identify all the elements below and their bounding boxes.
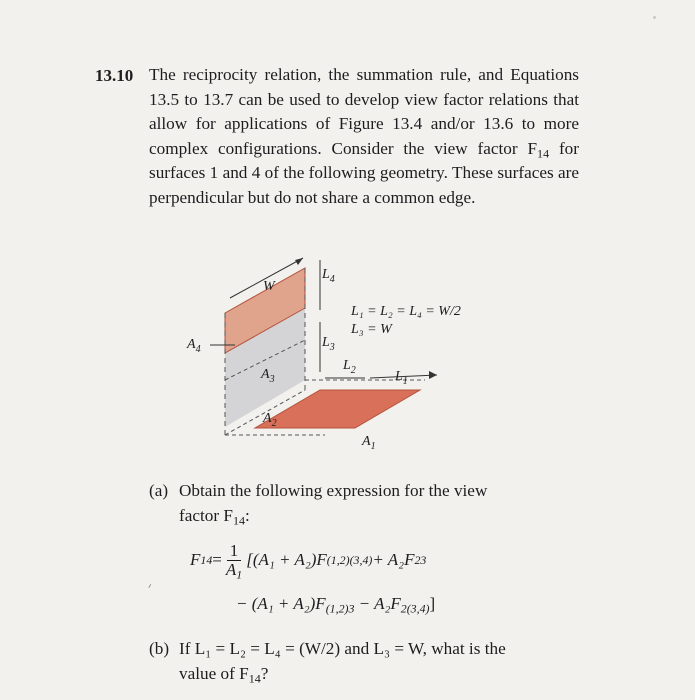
label-l3 <box>321 335 335 353</box>
eq-frac-den-sub: 1 <box>236 567 243 582</box>
problem-statement <box>149 63 579 211</box>
relation-2: L₃ = W <box>351 322 392 337</box>
relation-1: L₁ = L₂ = L₄ = W/2 <box>351 304 461 319</box>
part-b <box>149 636 589 686</box>
surface-a1 <box>255 390 420 428</box>
label-l1-sub: 1 <box>402 376 408 387</box>
label-l3-main: L <box>322 335 330 350</box>
l1-arrowhead <box>429 371 437 379</box>
part-a <box>149 478 574 528</box>
eq-fraction <box>225 540 243 582</box>
problem-text-b: for surfaces 1 and 4 of the following geometry. These surfaces are perpendicular but do not share a common edge. <box>149 138 579 207</box>
label-a4 <box>186 337 201 355</box>
label-l4-main: L <box>322 267 330 282</box>
eq-line2-a: − (A₁ + A₂)F <box>236 594 326 613</box>
label-a1-sub: 1 <box>370 441 376 452</box>
eq-line2-b-sub: 2(3,4) <box>400 601 430 616</box>
eq-line2-a-sub: (1,2)3 <box>325 601 355 616</box>
equation-line-2 <box>190 594 550 614</box>
label-l2-main: L <box>343 358 351 373</box>
eq-term1: [(A₁ + A₂)F <box>246 550 327 569</box>
label-l1-main: L <box>395 369 403 384</box>
eq-lhs: F <box>190 550 201 569</box>
label-l4-sub: 4 <box>329 274 335 285</box>
speck <box>653 16 656 19</box>
label-l3-sub: 3 <box>329 342 335 353</box>
label-l2 <box>342 358 356 376</box>
w-arrowhead <box>295 258 303 265</box>
eq-line2-end: ] <box>429 594 436 613</box>
figure-svg <box>175 250 505 460</box>
eq-line2-b: − A₂F <box>354 594 401 613</box>
part-b-text2-end: ? <box>260 664 269 683</box>
label-l1 <box>394 369 408 387</box>
label-a4-sub: 4 <box>195 344 201 355</box>
part-a-text2: factor F <box>179 506 233 525</box>
label-a2-main: A <box>263 411 272 426</box>
part-b-label: (b) <box>149 639 170 658</box>
eq-term2: + A₂F <box>372 550 415 569</box>
part-a-label: (a) <box>149 481 169 500</box>
part-b-text: If L₁ = L₂ = L₄ = (W/2) and L₃ = W, what is the <box>179 639 506 658</box>
label-a4-main: A <box>187 337 196 352</box>
equation-line-1: F 14 = $\frac{1}{A_1}$ [(A₁ + A₂)F (1,2)(3,4) + A₂F 23 <box>190 540 427 582</box>
eq-frac-den-main: A <box>225 559 237 579</box>
label-a3-sub: 3 <box>269 374 275 385</box>
eq-frac-den <box>225 559 243 582</box>
geometry-figure <box>175 250 505 460</box>
label-a3-main: A <box>261 367 270 382</box>
label-a1 <box>361 434 376 452</box>
label-a1-main: A <box>362 434 371 449</box>
part-b-text2: value of F <box>179 664 249 683</box>
label-a2-sub: 2 <box>271 418 277 429</box>
part-a-text2-end: : <box>244 506 250 525</box>
part-a-text2-sub: 14 <box>232 513 245 528</box>
problem-text-a: The reciprocity relation, the summation rule, and Equations 13.5 to 13.7 can be used to develop view factor relations that allow for applications of Figure 13.4 and/or 13.6 to more complex configurations. Consider the view factor F <box>149 65 579 158</box>
problem-number: 13.10 <box>95 66 134 85</box>
part-b-text2-sub: 14 <box>248 671 261 686</box>
pen-mark <box>148 584 154 590</box>
label-w: W <box>263 279 275 294</box>
problem-text-sub: 14 <box>537 146 550 161</box>
part-a-text: Obtain the following expression for the view <box>179 481 488 500</box>
eq-frac-num: 1 <box>227 542 242 561</box>
label-l2-sub: 2 <box>350 365 356 376</box>
equation <box>190 540 550 614</box>
label-l4 <box>321 267 335 285</box>
eq-equals: = <box>212 550 222 569</box>
